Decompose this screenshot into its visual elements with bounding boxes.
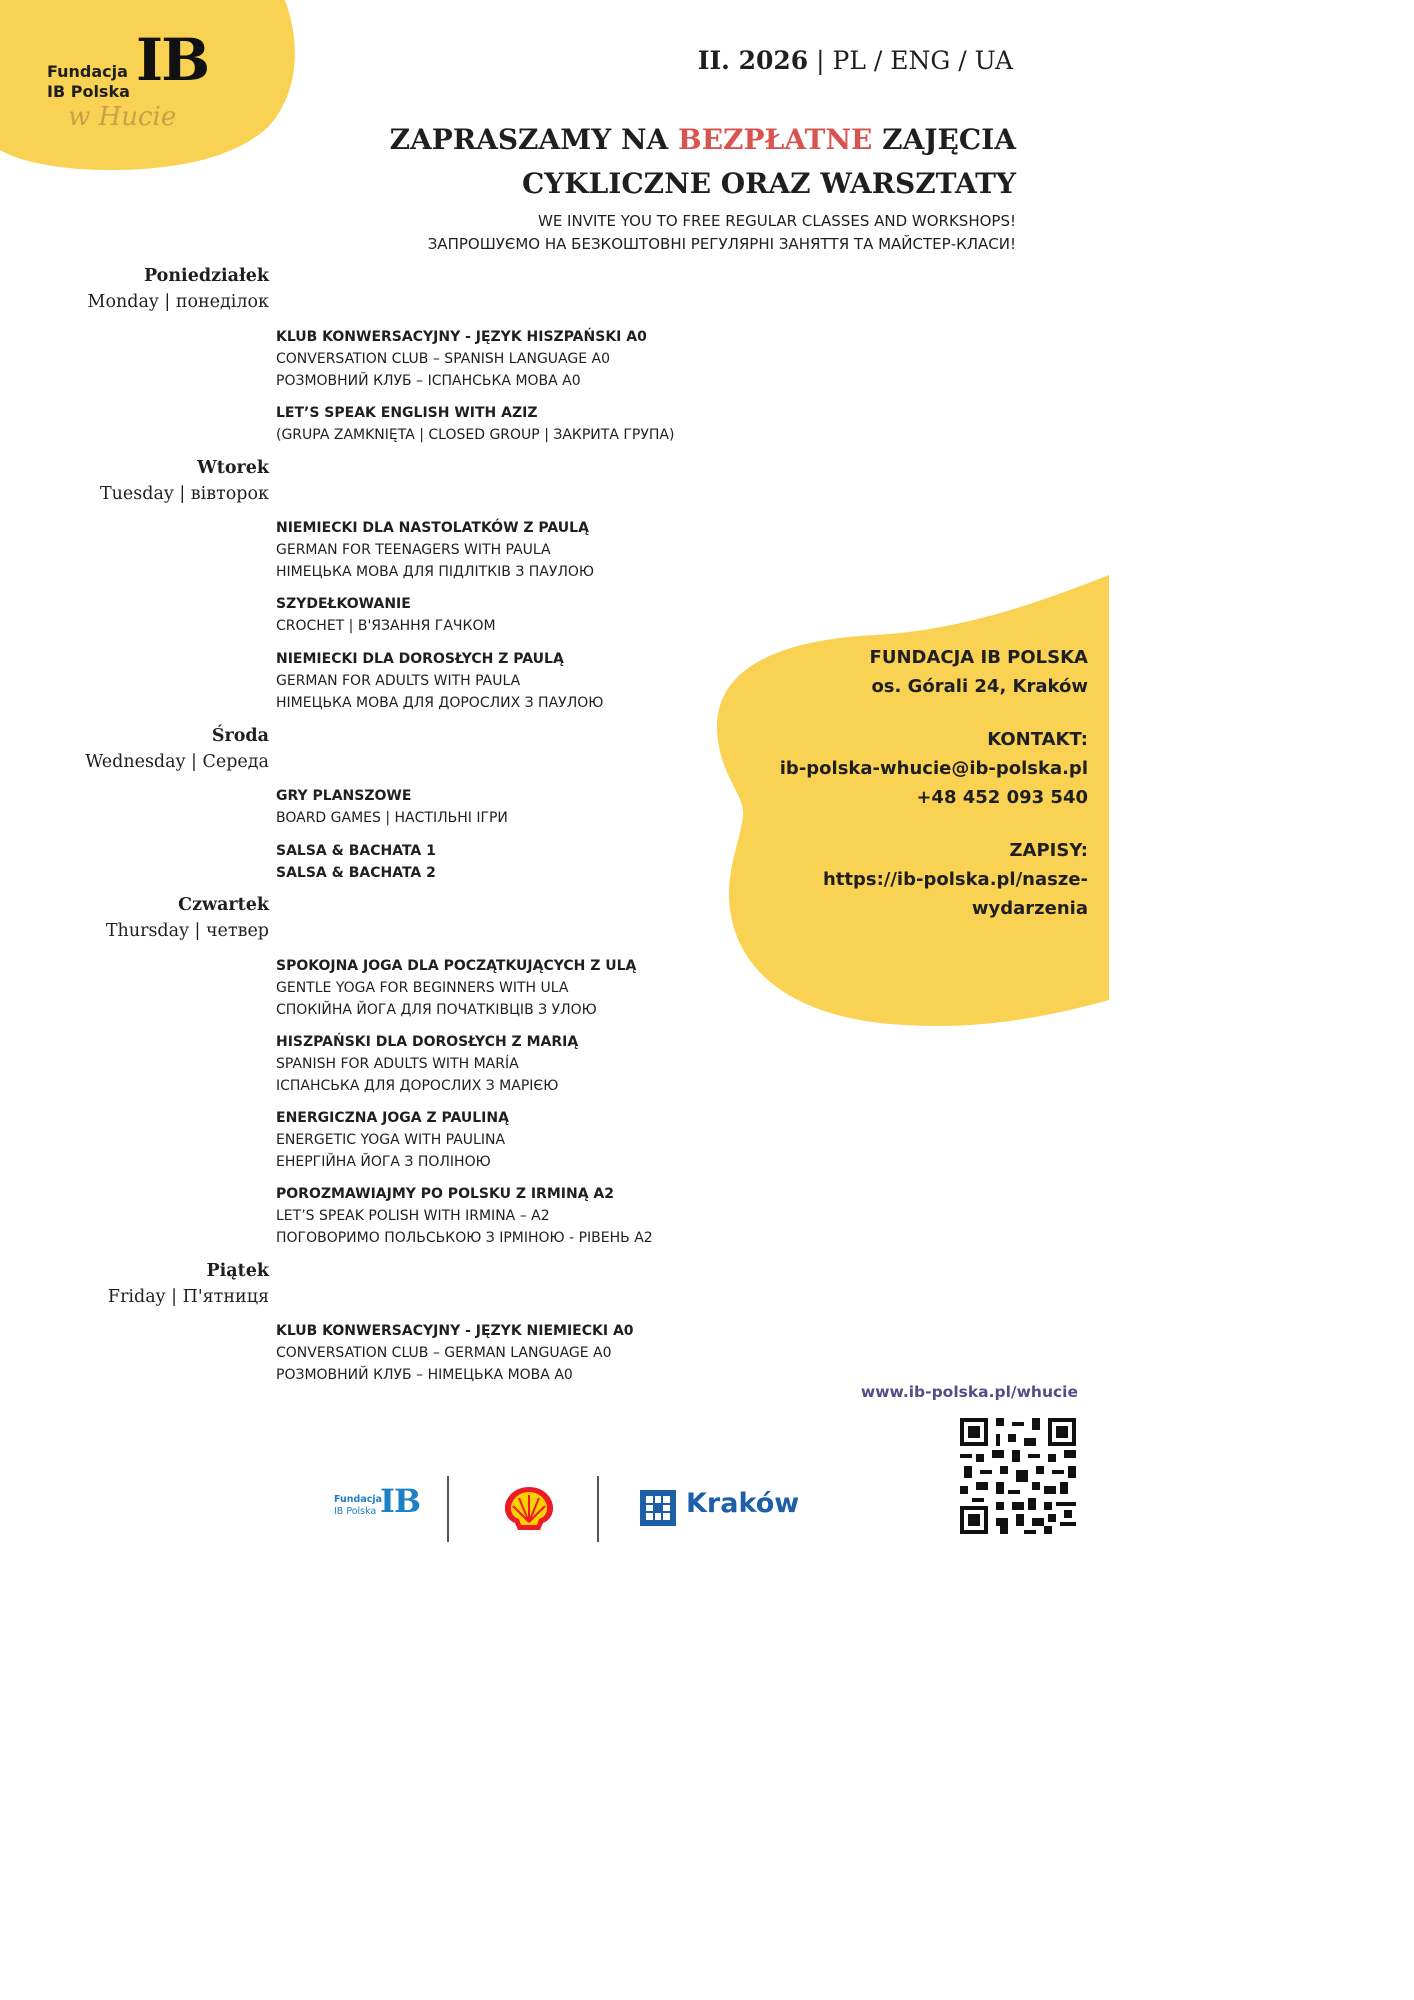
event-line2: CONVERSATION CLUB – GERMAN LANGUAGE A0 — [276, 1345, 612, 1361]
footer-ib-mark: IB — [380, 1482, 421, 1520]
header-logo — [40, 24, 240, 134]
day-thursday — [106, 893, 269, 944]
event-title: NIEMIECKI DLA DOROSŁYCH Z PAULĄ — [276, 651, 564, 667]
signup-label: ZAPISY: — [1009, 840, 1088, 861]
qr-code-icon[interactable] — [960, 1418, 1076, 1534]
event-line2: GENTLE YOGA FOR BEGINNERS WITH ULA — [276, 980, 569, 996]
footer-ib-line1: Fundacja — [334, 1494, 383, 1505]
contact-label: KONTAKT: — [987, 729, 1088, 750]
day-name-other: Tuesday | вівторок — [99, 484, 269, 504]
logo-ib-mark: IB — [136, 26, 209, 94]
event-line3: РОЗМОВНИЙ КЛУБ – ІСПАНСЬКА МОВА A0 — [276, 373, 581, 389]
website-link[interactable]: www.ib-polska.pl/whucie — [860, 1383, 1078, 1401]
edition-languages: | PL / ENG / UA — [816, 46, 1013, 75]
event-title: HISZPAŃSKI DLA DOROSŁYCH Z MARIĄ — [276, 1034, 579, 1050]
title-pre: ZAPRASZAMY NA — [389, 123, 679, 156]
event-line2: GERMAN FOR TEENAGERS WITH PAULA — [276, 542, 551, 558]
day-name-pl: Środa — [211, 726, 269, 746]
event-title: KLUB KONWERSACYJNY - JĘZYK NIEMIECKI A0 — [276, 1323, 634, 1339]
event-title: NIEMIECKI DLA NASTOLATKÓW Z PAULĄ — [276, 520, 589, 536]
title-highlight: BEZPŁATNE — [678, 123, 873, 156]
footer-divider — [597, 1476, 599, 1542]
day-name-other: Thursday | четвер — [105, 921, 269, 941]
event-title: POROZMAWIAJMY PO POLSKU Z IRMINĄ A2 — [276, 1186, 614, 1202]
day-tuesday — [100, 456, 269, 507]
event-line2: SPANISH FOR ADULTS WITH MARÍA — [276, 1056, 519, 1072]
event-title: SZYDEŁKOWANIE — [276, 596, 411, 612]
event-title: GRY PLANSZOWE — [276, 788, 412, 804]
event-line2: LET’S SPEAK POLISH WITH IRMINA – A2 — [276, 1208, 550, 1224]
day-name-pl: Wtorek — [197, 458, 269, 478]
event-line2: BOARD GAMES | НАСТІЛЬНІ ІГРИ — [276, 810, 508, 826]
footer-ib-logo — [334, 1484, 424, 1528]
day-monday — [88, 264, 269, 315]
contact-info — [728, 643, 1088, 923]
signup-url-part2[interactable]: wydarzenia — [971, 898, 1088, 919]
day-name-pl: Czwartek — [178, 895, 269, 915]
footer-ib-line2: IB Polska — [334, 1506, 377, 1517]
org-address: os. Górali 24, Kraków — [871, 676, 1088, 697]
shell-icon — [501, 1484, 557, 1532]
signup-link[interactable] — [728, 865, 1088, 923]
event-line3: ПОГОВОРИМО ПОЛЬСЬКОЮ З ІРМІНОЮ - РІВЕНЬ A2 — [276, 1230, 653, 1246]
contact-phone[interactable]: +48 452 093 540 — [916, 787, 1088, 808]
contact-email[interactable]: ib-polska-whucie@ib-polska.pl — [779, 758, 1088, 779]
title-post: ZAJĘCIA — [872, 123, 1016, 156]
subtitle — [256, 210, 1016, 256]
event-line3: ІСПАНСЬКА ДЛЯ ДОРОСЛИХ З МАРІЄЮ — [276, 1078, 559, 1094]
logo-script-text: w Hucie — [68, 102, 177, 132]
event-line3: ЕНЕРГІЙНА ЙОГА З ПОЛІНОЮ — [276, 1154, 491, 1170]
page-title — [316, 118, 1016, 206]
day-name-other: Monday | понеділок — [87, 292, 269, 312]
day-name-other: Friday | П'ятниця — [107, 1287, 269, 1307]
subtitle-ua: ЗАПРОШУЄМО НА БЕЗКОШТОВНІ РЕГУЛЯРНІ ЗАНЯТТЯ ТА МАЙСТЕР-КЛАСИ! — [427, 235, 1016, 253]
krakow-logo — [640, 1488, 800, 1528]
day-name-pl: Poniedziałek — [143, 266, 269, 286]
event-line3: НІМЕЦЬКА МОВА ДЛЯ ПІДЛІТКІВ З ПАУЛОЮ — [276, 564, 595, 580]
event-title: LET’S SPEAK ENGLISH WITH AZIZ — [276, 405, 538, 421]
day-name-pl: Piątek — [206, 1261, 269, 1281]
signup-url-part1[interactable]: https://ib-polska.pl/nasze- — [822, 869, 1088, 890]
event-line2: CONVERSATION CLUB – SPANISH LANGUAGE A0 — [276, 351, 611, 367]
krakow-emblem-icon — [640, 1490, 676, 1526]
event-line3: СПОКІЙНА ЙОГА ДЛЯ ПОЧАТКІВЦІВ З УЛОЮ — [276, 1002, 597, 1018]
footer-divider — [447, 1476, 449, 1542]
day-wednesday — [85, 724, 269, 775]
org-name: FUNDACJA IB POLSKA — [869, 647, 1088, 668]
event-title: KLUB KONWERSACYJNY - JĘZYK HISZPAŃSKI A0 — [276, 329, 647, 345]
event-line3: НІМЕЦЬКА МОВА ДЛЯ ДОРОСЛИХ З ПАУЛОЮ — [276, 695, 604, 711]
edition-date: II. 2026 — [697, 46, 809, 75]
day-name-other: Wednesday | Середа — [85, 752, 269, 772]
event-line2: (GRUPA ZAMKNIĘTA | CLOSED GROUP | ЗАКРИТА ГРУПА) — [276, 427, 675, 443]
subtitle-en: WE INVITE YOU TO FREE REGULAR CLASSES AND WORKSHOPS! — [537, 212, 1016, 230]
logo-text-line2: IB Polska — [47, 82, 130, 101]
event-title: ENERGICZNA JOGA Z PAULINĄ — [276, 1110, 509, 1126]
event-title: SALSA & BACHATA 1 — [276, 843, 436, 859]
edition-label — [698, 46, 1013, 75]
krakow-wordmark: Kraków — [686, 1488, 800, 1519]
logo-text-line1: Fundacja — [47, 62, 128, 81]
event-line2: GERMAN FOR ADULTS WITH PAULA — [276, 673, 521, 689]
day-friday — [108, 1259, 269, 1310]
event-line2: CROCHET | В'ЯЗАННЯ ГАЧКОМ — [276, 618, 496, 634]
event-title: SPOKOJNA JOGA DLA POCZĄTKUJĄCYCH Z ULĄ — [276, 958, 637, 974]
event-line2: ENERGETIC YOGA WITH PAULINA — [276, 1132, 506, 1148]
event-title: SALSA & BACHATA 2 — [276, 865, 436, 881]
event-line3: РОЗМОВНИЙ КЛУБ – НІМЕЦЬКА МОВА A0 — [276, 1367, 573, 1383]
title-line2: CYKLICZNE ORAZ WARSZTATY — [521, 167, 1016, 200]
